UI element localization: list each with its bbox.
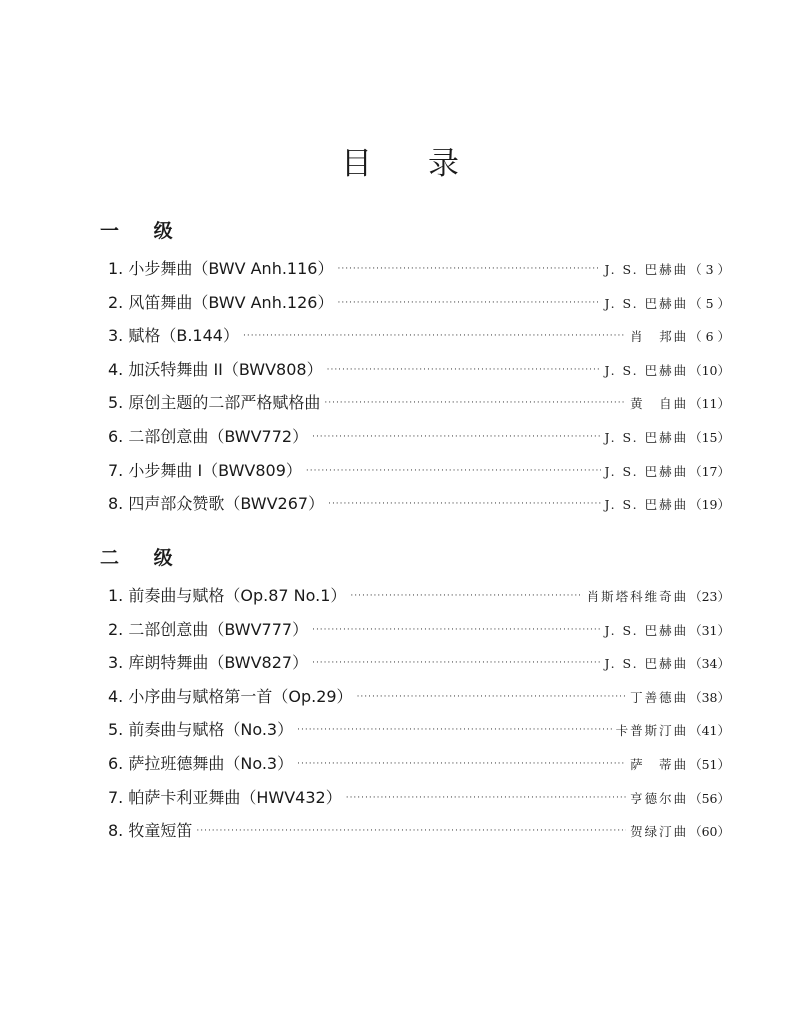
entry-page-number: （41） — [689, 723, 730, 739]
entry-title: 1. 小步舞曲（BWV Anh.116） — [108, 259, 334, 278]
entry-composer: 萨 蒂曲 — [630, 756, 689, 772]
toc-entry[interactable] — [108, 785, 730, 819]
entry-title: 5. 原创主题的二部严格赋格曲 — [108, 393, 321, 413]
entry-title: 7. 帕萨卡利亚舞曲（HWV432） — [108, 787, 342, 807]
entry-title: 7. 小步舞曲 I（BWV809） — [108, 460, 302, 480]
entry-title: 2. 二部创意曲（BWV777） — [108, 619, 309, 639]
toc-entry[interactable] — [108, 323, 730, 357]
toc-entry[interactable] — [108, 424, 730, 458]
entry-title: 3. 赋格（B.144） — [108, 326, 239, 346]
entry-composer: J. S. 巴赫曲 — [604, 362, 689, 378]
entry-page-number: （ 5 ） — [689, 295, 730, 311]
dot-leader — [350, 591, 582, 601]
entry-composer: 亨德尔曲 — [630, 790, 689, 806]
dot-leader — [327, 365, 601, 375]
dot-leader — [312, 625, 600, 635]
entry-composer: 黄 自曲 — [630, 396, 689, 412]
toc-entry[interactable] — [108, 390, 730, 424]
toc-entry[interactable] — [108, 583, 730, 617]
entry-composer: J. S. 巴赫曲 — [604, 429, 689, 445]
section-heading-level-1: 一 级 — [100, 220, 187, 242]
entry-composer: J. S. 巴赫曲 — [604, 463, 689, 479]
entry-composer: J. S. 巴赫曲 — [604, 262, 689, 277]
dot-leader — [357, 692, 627, 702]
toc-entry[interactable] — [108, 650, 730, 684]
entry-page-number: （51） — [689, 756, 730, 772]
entry-title: 8. 四声部众赞歌（BWV267） — [108, 494, 325, 514]
toc-entry[interactable] — [108, 491, 730, 525]
entry-page-number: （17） — [689, 463, 730, 479]
entry-page-number: （23） — [689, 589, 730, 604]
entry-page-number: （15） — [689, 429, 730, 445]
entry-composer: 丁善德曲 — [630, 689, 689, 705]
entry-title: 4. 小序曲与赋格第一首（Op.29） — [108, 686, 353, 706]
entry-composer: 肖 邦曲 — [630, 329, 689, 345]
toc-entry[interactable] — [108, 458, 730, 492]
entry-title: 2. 风笛舞曲（BWV Anh.126） — [108, 292, 334, 312]
entry-composer: 贺绿汀曲 — [630, 824, 689, 840]
entry-page-number: （19） — [689, 497, 730, 513]
entry-title: 6. 二部创意曲（BWV772） — [108, 426, 309, 446]
entry-title: 3. 库朗特舞曲（BWV827） — [108, 653, 309, 673]
dot-leader — [312, 432, 600, 442]
entry-composer: J. S. 巴赫曲 — [604, 295, 689, 311]
toc-list-level-2 — [108, 583, 730, 852]
dot-leader — [337, 298, 600, 308]
dot-leader — [243, 331, 626, 341]
entry-composer: J. S. 巴赫曲 — [604, 656, 689, 672]
toc-entry[interactable] — [108, 818, 730, 852]
toc-entry[interactable] — [108, 256, 730, 290]
dot-leader — [346, 793, 626, 803]
entry-page-number: （60） — [689, 824, 730, 840]
entry-composer: 卡普斯汀曲 — [615, 723, 689, 739]
toc-entry[interactable] — [108, 617, 730, 651]
entry-title: 6. 萨拉班德舞曲（No.3） — [108, 753, 294, 773]
entry-composer: J. S. 巴赫曲 — [604, 622, 689, 638]
dot-leader — [324, 398, 626, 408]
toc-list-level-1 — [108, 256, 730, 525]
dot-leader — [196, 826, 626, 836]
entry-composer: 肖斯塔科维奇曲 — [586, 589, 689, 604]
dot-leader — [297, 725, 611, 735]
toc-entry[interactable] — [108, 751, 730, 785]
toc-entry[interactable] — [108, 717, 730, 751]
dot-leader — [306, 466, 601, 476]
entry-title: 5. 前奏曲与赋格（No.3） — [108, 720, 294, 740]
entry-page-number: （38） — [689, 689, 730, 705]
dot-leader — [312, 658, 600, 668]
entry-page-number: （56） — [689, 790, 730, 806]
dot-leader — [328, 499, 600, 509]
entry-page-number: （31） — [689, 622, 730, 638]
toc-entry[interactable] — [108, 290, 730, 324]
entry-composer: J. S. 巴赫曲 — [604, 497, 689, 513]
entry-title: 1. 前奏曲与赋格（Op.87 No.1） — [108, 586, 347, 605]
toc-entry[interactable] — [108, 357, 730, 391]
dot-leader — [337, 264, 600, 274]
section-heading-level-2: 二 级 — [100, 547, 187, 569]
page-title: 目录 — [341, 146, 515, 182]
entry-page-number: （ 6 ） — [689, 329, 730, 345]
dot-leader — [297, 759, 626, 769]
entry-page-number: （10） — [689, 362, 730, 378]
entry-title: 8. 牧童短笛 — [108, 821, 193, 841]
entry-page-number: （ 3 ） — [689, 262, 730, 277]
entry-page-number: （11） — [689, 396, 730, 412]
entry-title: 4. 加沃特舞曲 II（BWV808） — [108, 359, 323, 379]
entry-page-number: （34） — [689, 656, 730, 672]
toc-entry[interactable] — [108, 684, 730, 718]
